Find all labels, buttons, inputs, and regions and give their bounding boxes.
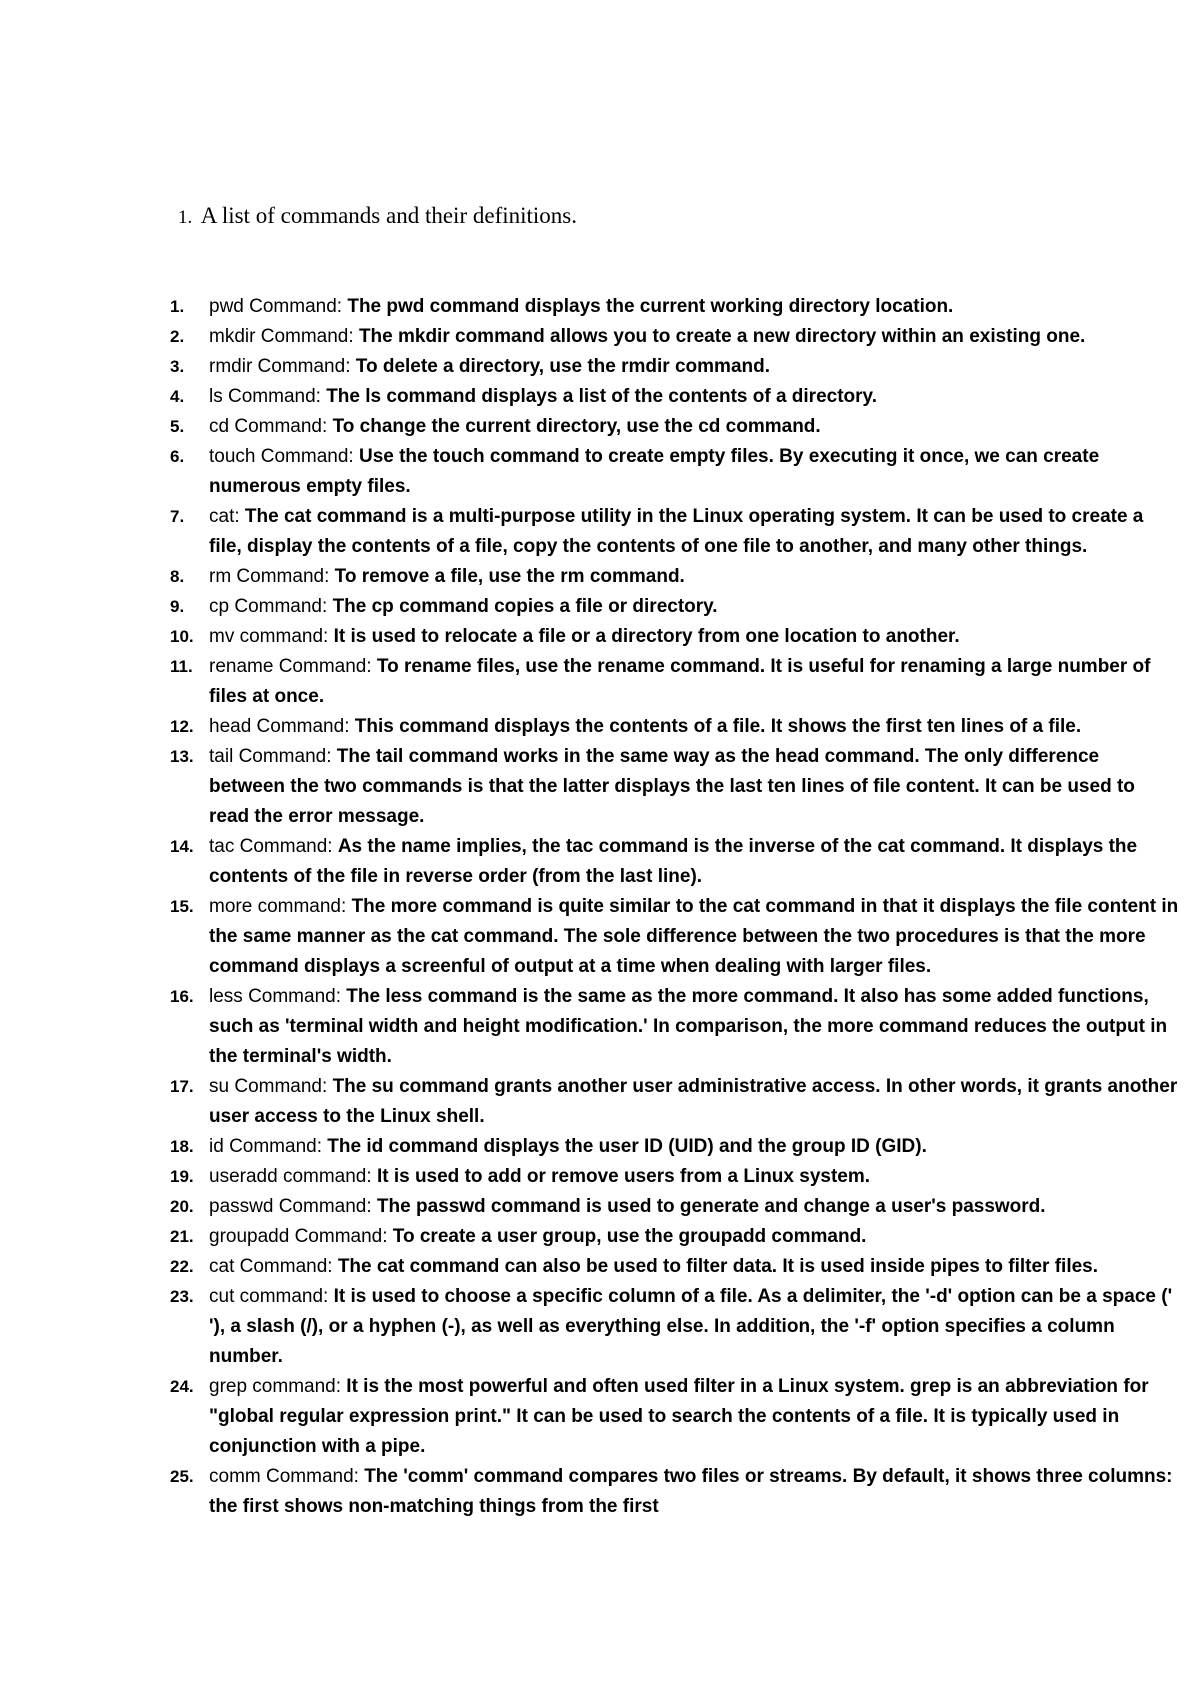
command-item-number: 23. xyxy=(170,1287,194,1306)
command-name: cat: xyxy=(209,506,240,527)
command-name: rmdir Command: xyxy=(209,356,351,377)
command-name: mkdir Command: xyxy=(209,326,354,347)
command-name: tail Command: xyxy=(209,746,332,767)
command-item xyxy=(0,1132,1200,1162)
command-description: The cat command is a multi-purpose utility in the Linux operating system. It can be used to create a file, display the contents of a file, copy the contents of one file to another, and many other things. xyxy=(209,506,1144,557)
command-item xyxy=(0,502,1200,562)
command-item-number: 6. xyxy=(170,447,185,466)
command-item xyxy=(0,442,1200,502)
command-item-number: 2. xyxy=(170,327,185,346)
command-item xyxy=(0,1072,1200,1132)
heading-number: 1. xyxy=(178,207,193,228)
command-name: groupadd Command: xyxy=(209,1226,388,1247)
command-item xyxy=(0,292,1200,322)
command-item-number: 7. xyxy=(170,507,185,526)
command-name: su Command: xyxy=(209,1076,328,1097)
command-item-number: 11. xyxy=(170,657,193,676)
command-description: The more command is quite similar to the cat command in that it displays the file content in the same manner as the cat command. The sole difference between the two procedures is that the more command displays a screenful of output at a time when dealing with larger files. xyxy=(209,896,1179,977)
command-name: passwd Command: xyxy=(209,1196,372,1217)
command-item xyxy=(0,832,1200,892)
command-item xyxy=(0,1372,1200,1462)
command-item-number: 3. xyxy=(170,357,185,376)
command-item xyxy=(0,1252,1200,1282)
command-description: The less command is the same as the more command. It also has some added functions, such as 'terminal width and height modification.' In comparison, the more command reduces the output in the terminal's width. xyxy=(209,986,1168,1067)
command-description: The pwd command displays the current working directory location. xyxy=(347,296,954,317)
command-item-number: 15. xyxy=(170,897,194,916)
command-name: comm Command: xyxy=(209,1466,359,1487)
command-name: grep command: xyxy=(209,1376,342,1397)
command-name: cp Command: xyxy=(209,596,328,617)
command-description: To create a user group, use the groupadd command. xyxy=(392,1226,867,1247)
command-item-number: 14. xyxy=(170,837,194,856)
command-item-number: 24. xyxy=(170,1377,194,1396)
command-item xyxy=(0,742,1200,832)
command-description: The su command grants another user administrative access. In other words, it grants another user access to the Linux shell. xyxy=(209,1076,1178,1127)
command-item-number: 17. xyxy=(170,1077,194,1096)
command-description: As the name implies, the tac command is the inverse of the cat command. It displays the contents of the file in reverse order (from the last line). xyxy=(209,836,1138,887)
command-item xyxy=(0,1222,1200,1252)
command-item xyxy=(0,982,1200,1072)
command-item xyxy=(0,622,1200,652)
command-description: It is the most powerful and often used filter in a Linux system. grep is an abbreviation for "global regular expression print." It can be used to search the contents of a file. It is typically used in conjunction with a pipe. xyxy=(209,1376,1149,1457)
command-name: touch Command: xyxy=(209,446,354,467)
command-description: It is used to relocate a file or a directory from one location to another. xyxy=(333,626,960,647)
command-item xyxy=(0,1162,1200,1192)
command-item xyxy=(0,1462,1200,1522)
command-item-number: 20. xyxy=(170,1197,194,1216)
command-description: It is used to choose a specific column of a file. As a delimiter, the '-d' option can be a space (' '), a slash (/), or a hyphen (-), as well as everything else. In addition, the '-f' option specifies a column number. xyxy=(209,1286,1173,1367)
command-item xyxy=(0,352,1200,382)
command-item-number: 21. xyxy=(170,1227,194,1246)
command-item-number: 12. xyxy=(170,717,194,736)
command-list xyxy=(0,292,1200,1522)
command-name: ls Command: xyxy=(209,386,321,407)
command-name: rename Command: xyxy=(209,656,372,677)
command-item-number: 22. xyxy=(170,1257,194,1276)
command-description: To delete a directory, use the rmdir command. xyxy=(355,356,770,377)
command-name: useradd command: xyxy=(209,1166,372,1187)
command-name: mv command: xyxy=(209,626,329,647)
command-item-number: 4. xyxy=(170,387,185,406)
command-description: The cp command copies a file or directory. xyxy=(332,596,718,617)
command-item xyxy=(0,562,1200,592)
command-description: To remove a file, use the rm command. xyxy=(334,566,685,587)
command-item-number: 9. xyxy=(170,597,185,616)
command-item-number: 8. xyxy=(170,567,185,586)
command-description: Use the touch command to create empty files. By executing it once, we can create numerous empty files. xyxy=(209,446,1100,497)
command-name: head Command: xyxy=(209,716,350,737)
command-description: The mkdir command allows you to create a new directory within an existing one. xyxy=(358,326,1086,347)
command-description: It is used to add or remove users from a Linux system. xyxy=(376,1166,871,1187)
document-heading xyxy=(178,203,577,229)
command-item xyxy=(0,1282,1200,1372)
command-description: To rename files, use the rename command. It is useful for renaming a large number of files at once. xyxy=(209,656,1151,707)
command-name: cd Command: xyxy=(209,416,328,437)
command-item-number: 19. xyxy=(170,1167,194,1186)
command-description: The tail command works in the same way as the head command. The only difference between the two commands is that the latter displays the last ten lines of file content. It can be used to read the error message. xyxy=(209,746,1135,827)
command-item xyxy=(0,382,1200,412)
command-item xyxy=(0,412,1200,442)
command-name: tac Command: xyxy=(209,836,333,857)
command-description: The cat command can also be used to filter data. It is used inside pipes to filter files. xyxy=(337,1256,1099,1277)
heading-text: A list of commands and their definitions. xyxy=(200,203,577,228)
command-item-number: 18. xyxy=(170,1137,194,1156)
command-description: The passwd command is used to generate and change a user's password. xyxy=(376,1196,1046,1217)
command-item-number: 5. xyxy=(170,417,185,436)
command-item-number: 16. xyxy=(170,987,194,1006)
command-name: less Command: xyxy=(209,986,341,1007)
command-item xyxy=(0,712,1200,742)
command-name: pwd Command: xyxy=(209,296,343,317)
command-name: rm Command: xyxy=(209,566,330,587)
command-description: The id command displays the user ID (UID) and the group ID (GID). xyxy=(327,1136,927,1157)
command-item xyxy=(0,322,1200,352)
command-name: cut command: xyxy=(209,1286,329,1307)
command-item xyxy=(0,892,1200,982)
command-name: id Command: xyxy=(209,1136,322,1157)
command-item-number: 1. xyxy=(170,297,185,316)
command-item-number: 13. xyxy=(170,747,194,766)
command-name: cat Command: xyxy=(209,1256,333,1277)
command-description: The 'comm' command compares two files or streams. By default, it shows three columns: the first shows non-matching things from the first xyxy=(209,1466,1173,1517)
command-item-number: 10. xyxy=(170,627,194,646)
command-item xyxy=(0,1192,1200,1222)
command-name: more command: xyxy=(209,896,347,917)
command-item xyxy=(0,592,1200,622)
command-item xyxy=(0,652,1200,712)
command-item-number: 25. xyxy=(170,1467,194,1486)
command-description: This command displays the contents of a file. It shows the first ten lines of a file. xyxy=(354,716,1082,737)
command-description: To change the current directory, use the cd command. xyxy=(332,416,821,437)
command-description: The ls command displays a list of the contents of a directory. xyxy=(326,386,877,407)
